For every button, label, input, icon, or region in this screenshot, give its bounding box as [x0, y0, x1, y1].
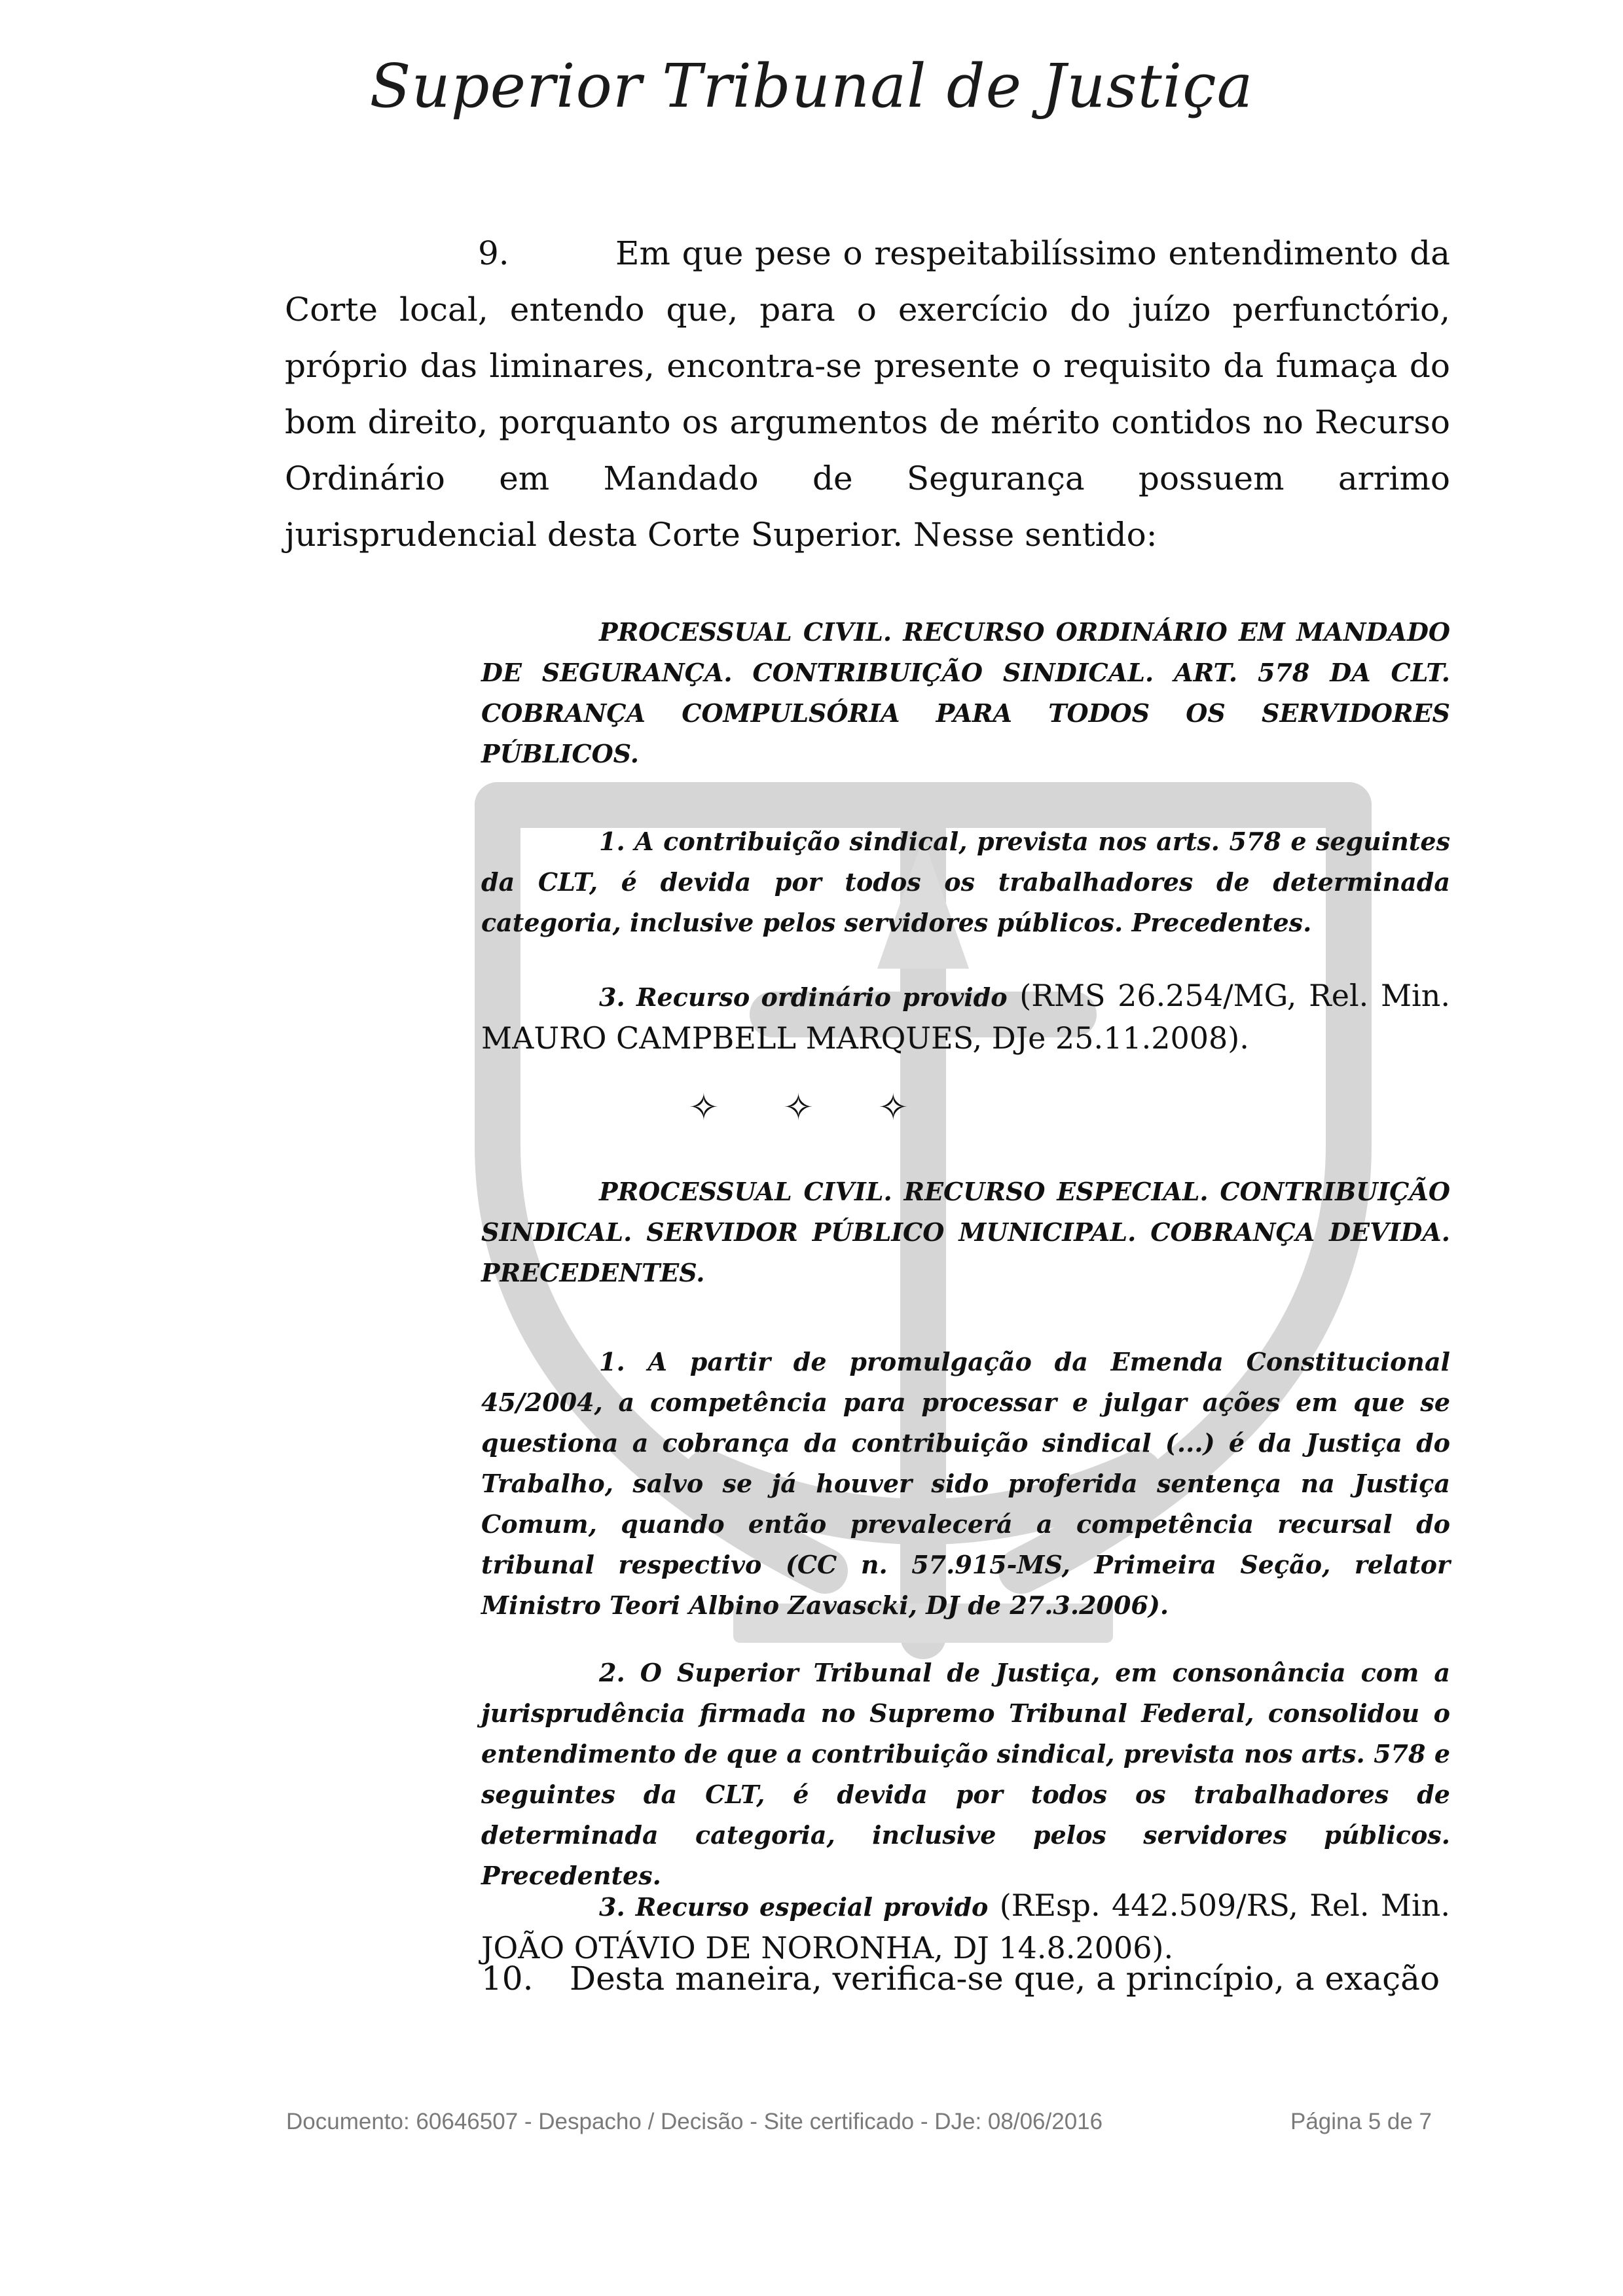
citation-1-item-3-bold: 3. Recurso ordinário provido — [599, 982, 1008, 1012]
citation-1-ementa-text: PROCESSUAL CIVIL. RECURSO ORDINÁRIO EM MANDADO DE SEGURANÇA. CONTRIBUIÇÃO SINDICAL. ART. 578 DA CLT. COBRANÇA COMPULSÓRIA PARA TODOS OS SERVIDORES PÚBLICOS. — [481, 617, 1450, 768]
paragraph-9 — [285, 225, 1450, 563]
paragraph-9-text: Em que pese o respeitabilíssimo entendimento da Corte local, entendo que, para o exercício do juízo perfunctório, próprio das liminares, encontra-se presente o requisito da fumaça do bom direito, porquanto os argumentos de mérito contidos no Recurso Ordinário em Mandado de Segurança possuem arrimo jurisprudencial desta Corte Superior. Nesse sentido: — [285, 234, 1450, 554]
citation-1-item-1-text: 1. A contribuição sindical, prevista nos arts. 578 e seguintes da CLT, é devida por todos os trabalhadores de determinada categoria, inclusive pelos servidores públicos. Precedentes. — [481, 827, 1450, 937]
paragraph-10 — [285, 1950, 1450, 2007]
citation-1-item-1 — [481, 821, 1450, 943]
paragraph-10-text: Desta maneira, verifica-se que, a princípio, a exação — [570, 1960, 1440, 1998]
citation-2-item-2 — [481, 1653, 1450, 1896]
citation-2-ementa-text: PROCESSUAL CIVIL. RECURSO ESPECIAL. CONTRIBUIÇÃO SINDICAL. SERVIDOR PÚBLICO MUNICIPAL. COBRANÇA DEVIDA. PRECEDENTES. — [481, 1177, 1450, 1287]
footer-document-info: Documento: 60646507 - Despacho / Decisão - Site certificado - DJe: 08/06/2016 — [286, 2109, 1103, 2134]
citation-1-ementa — [481, 612, 1450, 774]
court-header-title: Superior Tribunal de Justiça — [369, 51, 1254, 121]
footer-page-number: Página 5 de 7 — [1290, 2109, 1432, 2134]
citation-separator: ✧ ✧ ✧ — [688, 1086, 935, 1129]
citation-2-item-1-text: 1. A partir de promulgação da Emenda Constitucional 45/2004, a competência para processar e julgar ações em que se questiona a cobrança da contribuição sindical (...) é da Justiça do Trabalho, salvo se já houver sido proferida sentença na Justiça Comum, quando então prevalecerá a competência recursal do tribunal respectivo (CC n. 57.915-MS, Primeira Seção, relator Ministro Teori Albino Zavascki, DJ de 27.3.2006). — [481, 1347, 1450, 1620]
page-footer — [286, 2109, 1432, 2135]
citation-2-reference: (REsp. 442.509/RS, Rel. Min. JOÃO OTÁVIO DE NORONHA, DJ 14.8.2006). — [481, 1888, 1450, 1965]
citation-2-ementa — [481, 1172, 1450, 1293]
citation-2-item-2-text: 2. O Superior Tribunal de Justiça, em consonância com a jurisprudência firmada no Supremo Tribunal Federal, consolidou o entendimento de que a contribuição sindical, prevista nos arts. 578 e seguintes da CLT, é devida por todos os trabalhadores de determinada categoria, inclusive pelos servidores públicos. Precedentes. — [481, 1658, 1450, 1890]
paragraph-9-number: 9. — [478, 234, 509, 272]
citation-2-item-3-bold: 3. Recurso especial provido — [599, 1892, 989, 1922]
paragraph-10-number: 10. — [481, 1960, 534, 1998]
citation-1-item-3 — [481, 975, 1450, 1060]
citation-1-reference: (RMS 26.254/MG, Rel. Min. MAURO CAMPBELL MARQUES, DJe 25.11.2008). — [481, 978, 1451, 1056]
citation-2-item-1 — [481, 1342, 1450, 1626]
